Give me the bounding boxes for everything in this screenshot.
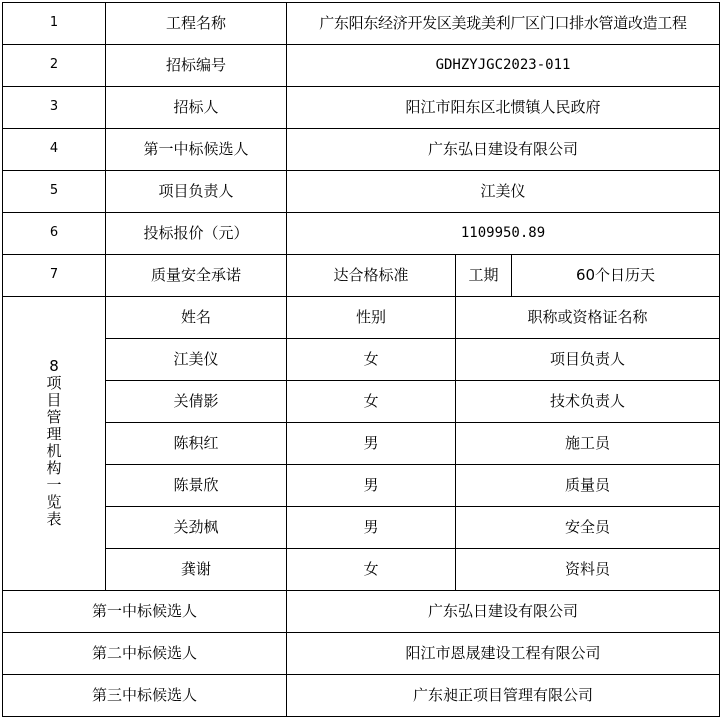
staff-name: 关倩影 bbox=[106, 381, 287, 423]
row-number: 4 bbox=[3, 129, 106, 171]
candidate-row bbox=[3, 591, 720, 633]
period-value: 60个日历天 bbox=[512, 255, 720, 297]
row-number: 2 bbox=[3, 45, 106, 87]
header-title: 职称或资格证名称 bbox=[456, 297, 720, 339]
staff-header-row bbox=[3, 297, 720, 339]
table-row bbox=[3, 255, 720, 297]
row-label: 项目负责人 bbox=[106, 171, 287, 213]
staff-role: 质量员 bbox=[456, 465, 720, 507]
table-row bbox=[3, 87, 720, 129]
row-number: 5 bbox=[3, 171, 106, 213]
row-label: 招标人 bbox=[106, 87, 287, 129]
staff-name: 陈积红 bbox=[106, 423, 287, 465]
staff-row bbox=[3, 423, 720, 465]
staff-name: 龚谢 bbox=[106, 549, 287, 591]
candidate-name: 阳江市恩晟建设工程有限公司 bbox=[287, 633, 720, 675]
row-number: 3 bbox=[3, 87, 106, 129]
staff-row bbox=[3, 507, 720, 549]
staff-row bbox=[3, 339, 720, 381]
candidate-row bbox=[3, 633, 720, 675]
candidate-label: 第一中标候选人 bbox=[3, 591, 287, 633]
staff-row bbox=[3, 465, 720, 507]
row-label: 第一中标候选人 bbox=[106, 129, 287, 171]
staff-role: 施工员 bbox=[456, 423, 720, 465]
row-number: 1 bbox=[3, 3, 106, 45]
staff-gender: 男 bbox=[287, 465, 456, 507]
project-name: 广东阳东经济开发区美珑美利厂区门口排水管道改造工程 bbox=[287, 3, 720, 45]
quality-commitment: 达合格标准 bbox=[287, 255, 456, 297]
header-gender: 性别 bbox=[287, 297, 456, 339]
staff-role: 资料员 bbox=[456, 549, 720, 591]
table-row bbox=[3, 171, 720, 213]
staff-gender: 女 bbox=[287, 381, 456, 423]
candidate-name: 广东弘日建设有限公司 bbox=[287, 591, 720, 633]
staff-role: 安全员 bbox=[456, 507, 720, 549]
bid-result-table bbox=[2, 2, 720, 717]
row-number: 7 bbox=[3, 255, 106, 297]
row-label: 投标报价（元） bbox=[106, 213, 287, 255]
staff-role: 项目负责人 bbox=[456, 339, 720, 381]
table-row bbox=[3, 213, 720, 255]
staff-gender: 女 bbox=[287, 549, 456, 591]
table-row bbox=[3, 45, 720, 87]
staff-row bbox=[3, 549, 720, 591]
row-label: 招标编号 bbox=[106, 45, 287, 87]
staff-name: 关劲枫 bbox=[106, 507, 287, 549]
table-row bbox=[3, 129, 720, 171]
section-8-title-text: 8项目管理机构一览表 bbox=[46, 357, 62, 529]
header-name: 姓名 bbox=[106, 297, 287, 339]
row-label: 质量安全承诺 bbox=[106, 255, 287, 297]
staff-gender: 男 bbox=[287, 423, 456, 465]
table-row bbox=[3, 3, 720, 45]
staff-name: 江美仪 bbox=[106, 339, 287, 381]
candidate-row bbox=[3, 675, 720, 717]
staff-row bbox=[3, 381, 720, 423]
section-8-title bbox=[3, 297, 106, 591]
row-number: 6 bbox=[3, 213, 106, 255]
staff-gender: 女 bbox=[287, 339, 456, 381]
staff-role: 技术负责人 bbox=[456, 381, 720, 423]
row-label: 工程名称 bbox=[106, 3, 287, 45]
project-manager: 江美仪 bbox=[287, 171, 720, 213]
staff-name: 陈景欣 bbox=[106, 465, 287, 507]
bid-price: 1109950.89 bbox=[287, 213, 720, 255]
tenderer: 阳江市阳东区北惯镇人民政府 bbox=[287, 87, 720, 129]
staff-gender: 男 bbox=[287, 507, 456, 549]
first-candidate: 广东弘日建设有限公司 bbox=[287, 129, 720, 171]
candidate-label: 第三中标候选人 bbox=[3, 675, 287, 717]
candidate-name: 广东昶正项目管理有限公司 bbox=[287, 675, 720, 717]
bid-number: GDHZYJGC2023-011 bbox=[287, 45, 720, 87]
candidate-label: 第二中标候选人 bbox=[3, 633, 287, 675]
period-label: 工期 bbox=[456, 255, 512, 297]
